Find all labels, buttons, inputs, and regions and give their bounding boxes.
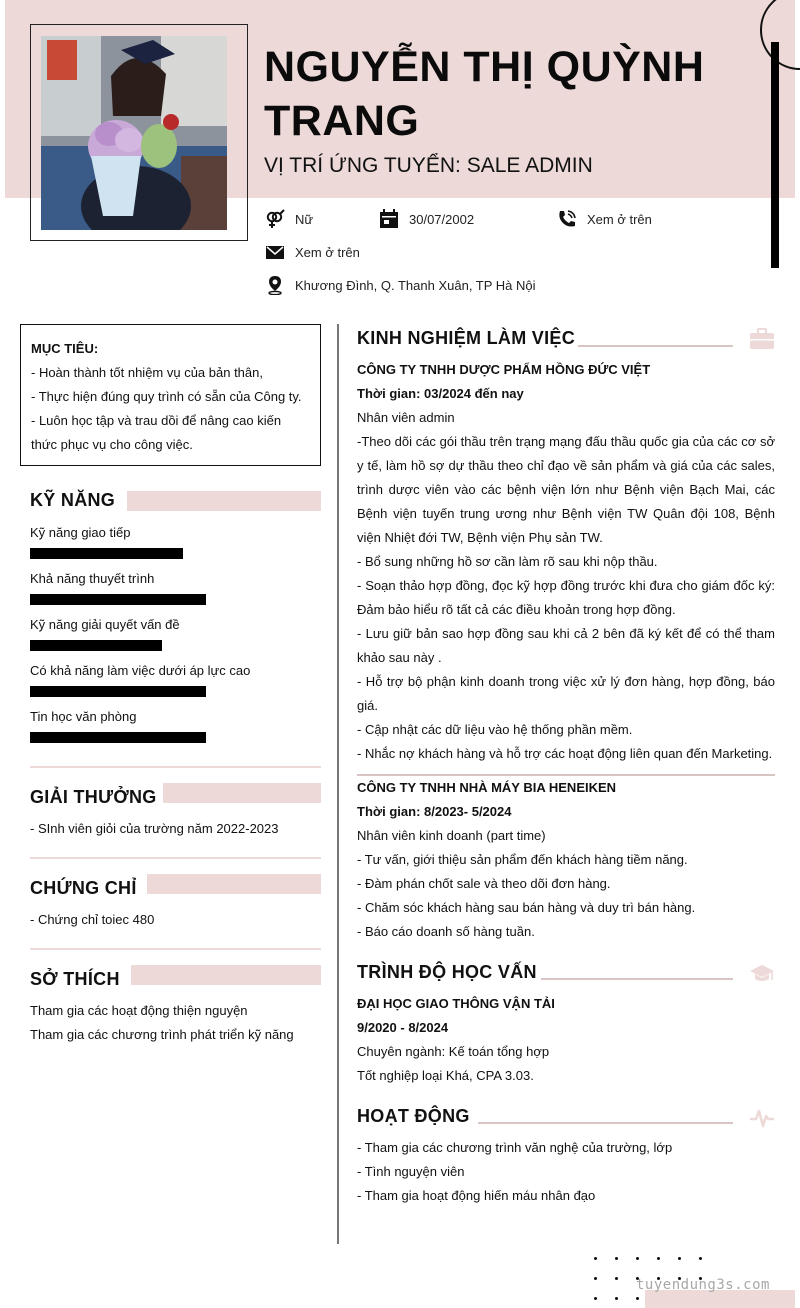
certificates-accent-bar bbox=[147, 874, 321, 894]
job-detail: - Báo cáo doanh số hàng tuần. bbox=[357, 924, 535, 939]
job-detail: - Tư vấn, giới thiệu sản phẩm đến khách hàng tiềm năng. bbox=[357, 852, 688, 867]
hobby-line: Tham gia các hoạt động thiện nguyện bbox=[30, 1003, 248, 1018]
job-company: CÔNG TY TNHH NHÀ MÁY BIA HENEIKEN bbox=[357, 780, 617, 795]
activity-item: - Tham gia hoạt động hiến máu nhân đạo bbox=[357, 1188, 596, 1203]
skill-level-bar bbox=[30, 548, 183, 559]
gender-icon bbox=[265, 209, 285, 229]
activities-title-line bbox=[478, 1122, 733, 1124]
hobbies-title: SỞ THÍCH bbox=[30, 969, 120, 989]
job-detail: - Cập nhật các dữ liệu vào hệ thống phần mềm. bbox=[357, 722, 633, 737]
awards-title: GIẢI THƯỞNG bbox=[30, 787, 157, 807]
calendar-icon bbox=[379, 209, 399, 229]
experience-title-line bbox=[578, 345, 733, 347]
hobbies-accent-bar bbox=[131, 965, 321, 985]
activity-item: - Tình nguyện viên bbox=[357, 1164, 465, 1179]
education-school: ĐẠI HỌC GIAO THÔNG VẬN TẢI bbox=[357, 996, 555, 1011]
email-icon bbox=[265, 242, 285, 262]
job-time: Thời gian: 8/2023- 5/2024 bbox=[357, 804, 512, 819]
job-detail: - Đàm phán chốt sale và theo dõi đơn hàng. bbox=[357, 876, 611, 891]
awards-accent-bar bbox=[163, 783, 321, 803]
education-major: Chuyên ngành: Kế toán tổng hợp bbox=[357, 1044, 550, 1059]
skills-title: KỸ NĂNG bbox=[30, 490, 116, 510]
skill-label: Có khả năng làm việc dưới áp lực cao bbox=[30, 663, 251, 678]
contact-address bbox=[265, 275, 536, 295]
job-detail: -Theo dõi các gói thầu trên trạng mạng đấu thầu quốc gia của các cơ sở y tế, làm hồ sợ dự thầu theo chỉ đạo về sản phẩm và giá của các sales, trình dược viên vào các bệnh viện lớn như Bệnh viện Bạch Mai, các Bệnh viện tuyến trung ương như Bệnh viện TW Quân đội 108, Bệnh viện Nhiệt đới TW, Bệnh viện Phụ sản TW. bbox=[357, 434, 775, 545]
objective-line: - Thực hiện đúng quy trình có sẵn của Công ty. bbox=[31, 389, 302, 404]
graduation-cap-icon bbox=[749, 962, 775, 986]
contact-phone bbox=[557, 209, 652, 229]
education-entry bbox=[357, 992, 775, 1088]
phone-value: Xem ở trên bbox=[587, 211, 652, 227]
contact-gender bbox=[265, 209, 313, 229]
skill-label: Tin học văn phòng bbox=[30, 709, 137, 724]
activity-item: - Tham gia các chương trình văn nghệ của trường, lớp bbox=[357, 1140, 673, 1155]
education-period: 9/2020 - 8/2024 bbox=[357, 1020, 449, 1035]
profile-photo bbox=[41, 36, 227, 230]
job-company: CÔNG TY TNHH DƯỢC PHẨM HỒNG ĐỨC VIỆT bbox=[357, 362, 651, 377]
candidate-name: NGUYỄN THỊ QUỲNH TRANG bbox=[264, 43, 705, 145]
education-grade: Tốt nghiệp loại Khá, CPA 3.03. bbox=[357, 1068, 534, 1083]
job-role: Nhân viên kinh doanh (part time) bbox=[357, 828, 546, 843]
activities-title: HOẠT ĐỘNG bbox=[357, 1106, 470, 1126]
gender-value: Nữ bbox=[295, 211, 314, 227]
contact-email bbox=[265, 242, 360, 262]
hobby-line: Tham gia các chương trình phát triển kỹ năng bbox=[30, 1027, 294, 1042]
skill-level-bar bbox=[30, 594, 206, 605]
awards-text: - SInh viên giỏi của trường năm 2022-2023 bbox=[30, 821, 279, 836]
section-divider bbox=[30, 857, 321, 859]
address-value: Khương Đình, Q. Thanh Xuân, TP Hà Nội bbox=[295, 277, 536, 293]
applied-position: VỊ TRÍ ỨNG TUYỂN: SALE ADMIN bbox=[264, 154, 593, 177]
watermark: tuyendung3s.com bbox=[636, 1277, 770, 1293]
contact-dob bbox=[379, 209, 474, 229]
column-divider bbox=[337, 324, 339, 1244]
skill-label: Kỹ năng giao tiếp bbox=[30, 525, 131, 540]
job-detail: - Bổ sung những hồ sơ cần làm rõ sau khi nộp thầu. bbox=[357, 554, 658, 569]
briefcase-icon bbox=[749, 327, 775, 351]
education-title-line bbox=[541, 978, 733, 980]
decorative-bar bbox=[771, 42, 779, 268]
job-entry bbox=[357, 358, 775, 766]
education-title: TRÌNH ĐỘ HỌC VẤN bbox=[357, 962, 537, 982]
job-detail: - Soạn thảo hợp đồng, đọc kỹ hợp đồng trước khi đưa cho giám đốc ký: Đảm bảo hiểu rõ tất cả các điều khoản trong hợp đồng. bbox=[357, 578, 775, 617]
objective-box bbox=[20, 324, 321, 466]
job-detail: - Chăm sóc khách hàng sau bán hàng và duy trì bán hàng. bbox=[357, 900, 696, 915]
email-value: Xem ở trên bbox=[295, 244, 360, 260]
skills-accent-bar bbox=[127, 491, 321, 511]
job-detail: - Lưu giữ bản sao hợp đồng sau khi cả 2 bên đã ký kết để có thể tham khảo sau này . bbox=[357, 626, 775, 665]
job-detail: - Nhắc nợ khách hàng và hỗ trợ các hoạt động liên quan đến Marketing. bbox=[357, 746, 773, 761]
phone-icon bbox=[557, 209, 577, 229]
skill-level-bar bbox=[30, 686, 206, 697]
job-time: Thời gian: 03/2024 đến nay bbox=[357, 386, 524, 401]
objective-title: MỤC TIÊU: bbox=[31, 341, 99, 356]
objective-line: - Hoàn thành tốt nhiệm vụ của bản thân, bbox=[31, 365, 263, 380]
skill-level-bar bbox=[30, 732, 206, 743]
skill-label: Kỹ năng giải quyết vấn đề bbox=[30, 617, 180, 632]
job-entry bbox=[357, 776, 775, 944]
certificates-title: CHỨNG CHỈ bbox=[30, 878, 137, 898]
activities-list bbox=[357, 1136, 775, 1208]
pulse-icon bbox=[749, 1106, 775, 1130]
job-role: Nhân viên admin bbox=[357, 410, 455, 425]
skill-label: Khả năng thuyết trình bbox=[30, 571, 155, 586]
job-detail: - Hỗ trợ bộ phận kinh doanh trong việc xử lý đơn hàng, hợp đồng, báo giá. bbox=[357, 674, 775, 713]
experience-title: KINH NGHIỆM LÀM VIỆC bbox=[357, 328, 576, 348]
section-divider bbox=[30, 766, 321, 768]
section-divider bbox=[30, 948, 321, 950]
skill-level-bar bbox=[30, 640, 162, 651]
objective-line: - Luôn học tập và trau dồi để nâng cao kiến thức phục vụ cho công việc. bbox=[31, 413, 282, 452]
dob-value: 30/07/2002 bbox=[409, 211, 475, 227]
certificates-text: - Chứng chỉ toiec 480 bbox=[30, 912, 155, 927]
location-icon bbox=[265, 275, 285, 295]
